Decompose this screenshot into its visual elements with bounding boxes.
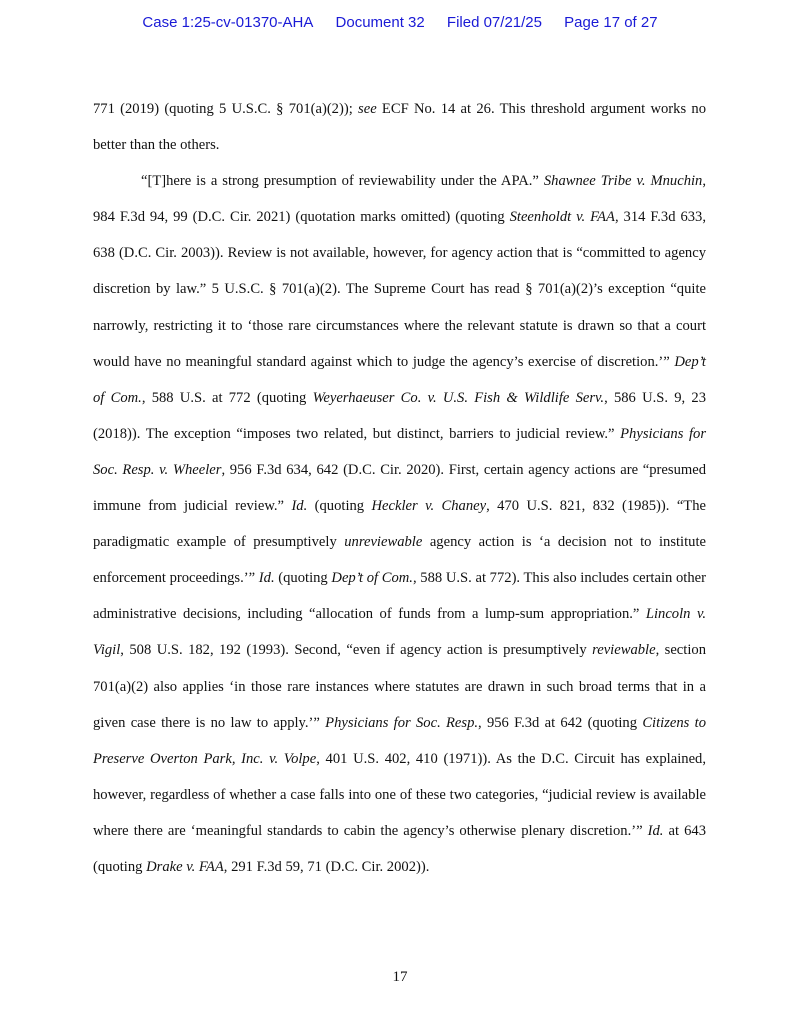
- text-run: , 508 U.S. 182, 192 (1993). Second, “even if agency action is presumptively: [120, 642, 593, 659]
- text-run: , 956 F.3d 634, 642 (D.C. Cir. 2020). First, certain agency actions are “presumed immune from judicial review.”: [93, 461, 706, 515]
- text-run: , 291 F.3d 59, 71 (D.C. Cir. 2002)).: [223, 858, 430, 875]
- page-number: 17: [392, 969, 408, 985]
- case-citation: Lincoln v. Vigil: [93, 606, 706, 659]
- text-run: , 588 U.S. at 772 (quoting: [141, 389, 313, 406]
- text-run: , 470 U.S. 821, 832 (1985)). “The paradigmatic example of presumptively: [93, 498, 706, 551]
- case-citation: Dep’t of Com.: [331, 570, 413, 587]
- text-run: , section 701(a)(2) also applies ‘in those rare instances where statutes are drawn in such broad terms that in a given case there is no law to apply.’”: [93, 642, 706, 731]
- text-run: (quoting: [274, 570, 332, 587]
- case-citation: Shawnee Tribe v. Mnuchin: [543, 173, 703, 190]
- case-citation: Heckler v. Chaney: [371, 498, 487, 515]
- signal-see: see: [358, 101, 377, 117]
- text-run: , 401 U.S. 402, 410 (1971)). As the D.C. Circuit has explained, however, regardless of whether a case falls into one of these two categories, “judicial review is available where there are ‘meaningful standards to cabin the agency’s otherwise plenary discretion.’”: [93, 750, 706, 839]
- case-citation: Id.: [258, 570, 275, 587]
- text-run: “[T]here is a strong presumption of reviewability under the APA.”: [141, 173, 544, 190]
- text-run: 771 (2019) (quoting 5 U.S.C. § 701(a)(2));: [93, 101, 359, 117]
- case-citation: Weyerhaeuser Co. v. U.S. Fish & Wildlife Serv.: [312, 389, 605, 406]
- emphasis: reviewable: [592, 642, 656, 659]
- case-citation: Drake v. FAA: [146, 858, 224, 875]
- paragraph-reviewability: [93, 163, 706, 885]
- document-number: Document 32: [335, 14, 425, 31]
- case-citation: Id.: [647, 822, 664, 839]
- text-run: , 314 F.3d 633, 638 (D.C. Cir. 2003)). Review is not available, however, for agency action that is “committed to agency discretion by law.” 5 U.S.C. § 701(a)(2). The Supreme Court has read § 701(a)(2)’s exception “quite narrowly, restricting it to ‘those rare circumstances where the relevant statute is drawn so that a court would have no meaningful standard against which to judge the agency’s exercise of discretion.’”: [93, 209, 706, 370]
- text-run: agency action is ‘a decision not to institute enforcement proceedings.’”: [93, 534, 706, 587]
- text-run: , 588 U.S. at 772). This also includes certain other administrative decisions, including “allocation of funds from a lump-sum appropriation.”: [93, 570, 706, 623]
- case-citation: Physicians for Soc. Resp.: [325, 714, 479, 731]
- document-body: [93, 91, 706, 885]
- case-citation: Dep’t of Com.: [93, 353, 706, 406]
- case-number: Case 1:25-cv-01370-AHA: [142, 14, 314, 31]
- text-run: , 984 F.3d 94, 99 (D.C. Cir. 2021) (quotation marks omitted) (quoting: [93, 173, 707, 226]
- case-citation: Physicians for Soc. Resp. v. Wheeler: [93, 425, 706, 478]
- filed-date: Filed 07/21/25: [446, 14, 542, 31]
- text-run: , 586 U.S. 9, 23 (2018)). The exception “imposes two related, but distinct, barriers to judicial review.”: [93, 389, 707, 442]
- case-citation: Steenholdt v. FAA: [509, 209, 615, 226]
- text-run: ECF No. 14 at 26. This threshold argument works no better than the others.: [93, 101, 706, 154]
- case-header: [0, 14, 800, 31]
- page-indicator: Page 17 of 27: [564, 14, 658, 31]
- text-run: (quoting: [307, 498, 372, 515]
- paragraph-continued: [93, 91, 706, 163]
- emphasis: unreviewable: [344, 534, 423, 551]
- text-run: , 956 F.3d at 642 (quoting: [478, 714, 643, 731]
- case-citation: Citizens to Preserve Overton Park, Inc. v. Volpe: [93, 714, 706, 767]
- text-run: at 643 (quoting: [93, 822, 706, 875]
- case-citation: Id.: [291, 498, 308, 515]
